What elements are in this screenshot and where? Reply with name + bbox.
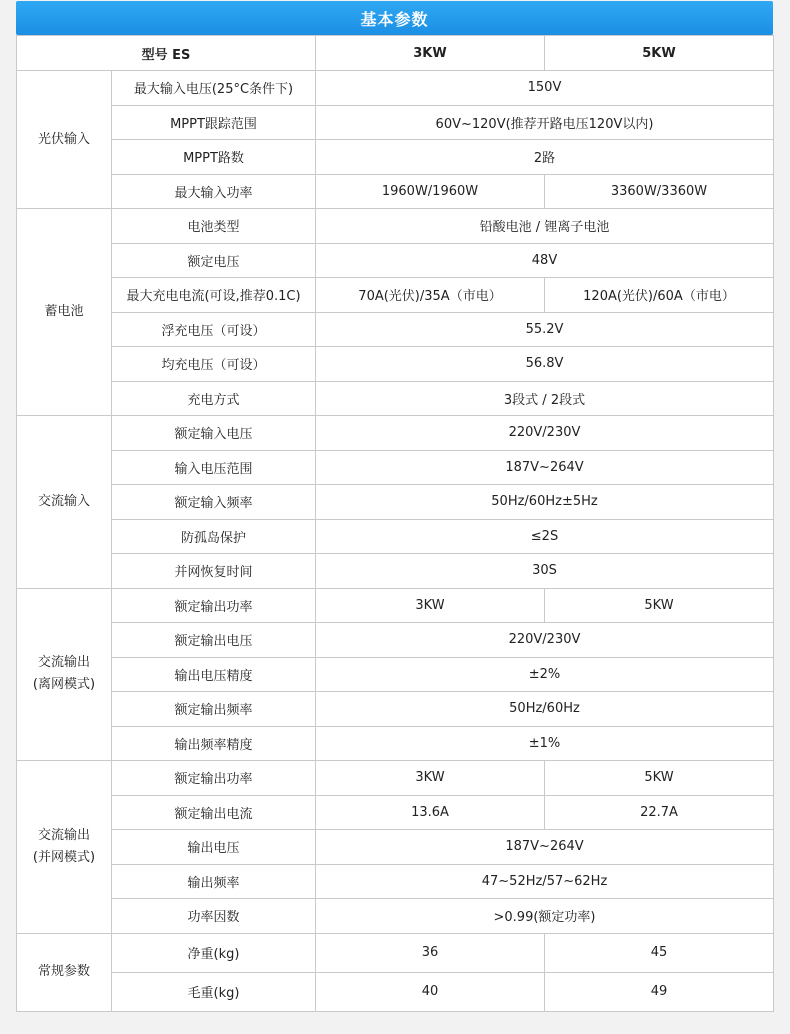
group-pv-input: 光伏输入 [17,71,112,209]
row-label: 浮充电压（可设） [112,312,316,347]
row-value: 3段式 / 2段式 [316,381,774,416]
group-line: (离网模式) [32,677,96,693]
header-5kw: 5KW [545,36,774,71]
table-row [17,830,774,865]
row-value: 187V~264V [316,830,774,865]
table-row [17,623,774,658]
row-value-3kw: 1960W/1960W [316,174,545,209]
row-value: 55.2V [316,312,774,347]
row-value: 187V~264V [316,450,774,485]
row-label: 输出电压 [112,830,316,865]
row-value: ±2% [316,657,774,692]
row-label: 额定输入电压 [112,416,316,451]
table-row [17,140,774,175]
row-label: 均充电压（可设） [112,347,316,382]
group-line: 交流输出 [37,827,90,843]
table-row [17,381,774,416]
table-row [17,450,774,485]
table-row [17,761,774,796]
table-row [17,347,774,382]
row-value-5kw: 49 [545,972,774,1011]
group-line: (并网模式) [32,849,96,865]
table-row [17,519,774,554]
row-value: 220V/230V [316,416,774,451]
table-row [17,485,774,520]
row-label: 额定输出电流 [112,795,316,830]
row-value: 60V~120V(推荐开路电压120V以内) [316,105,774,140]
row-label: 充电方式 [112,381,316,416]
row-label: 并网恢复时间 [112,554,316,589]
row-value: ±1% [316,726,774,761]
row-value: 56.8V [316,347,774,382]
spec-table [16,35,774,1012]
header-model: 型号 ES [17,36,316,71]
row-label: 防孤岛保护 [112,519,316,554]
row-value-3kw: 40 [316,972,545,1011]
row-value-3kw: 3KW [316,761,545,796]
row-value: 48V [316,243,774,278]
row-label: MPPT路数 [112,140,316,175]
header-row [17,36,774,71]
row-value-3kw: 13.6A [316,795,545,830]
row-value: 铅酸电池 / 锂离子电池 [316,209,774,244]
table-row [17,71,774,106]
table-row [17,657,774,692]
table-row [17,933,774,972]
group-line: 交流输出 [37,655,90,671]
row-label: 电池类型 [112,209,316,244]
row-value-5kw: 5KW [545,588,774,623]
row-value: 50Hz/60Hz [316,692,774,727]
row-label: 输出频率精度 [112,726,316,761]
row-label: MPPT跟踪范围 [112,105,316,140]
row-value-5kw: 3360W/3360W [545,174,774,209]
table-row [17,972,774,1011]
table-row [17,174,774,209]
row-value: ≤2S [316,519,774,554]
table-row [17,795,774,830]
row-label: 额定输出功率 [112,588,316,623]
row-value-5kw: 22.7A [545,795,774,830]
table-row [17,312,774,347]
table-row [17,726,774,761]
row-value: 30S [316,554,774,589]
row-label: 额定输出电压 [112,623,316,658]
table-row [17,554,774,589]
row-label: 输入电压范围 [112,450,316,485]
row-value: >0.99(额定功率) [316,899,774,934]
row-label: 额定电压 [112,243,316,278]
group-ac-output-grid [17,761,112,934]
row-label: 净重(kg) [112,933,316,972]
table-row [17,692,774,727]
group-ac-output-offgrid [17,588,112,761]
row-label: 输出频率 [112,864,316,899]
row-label: 毛重(kg) [112,972,316,1011]
table-row [17,588,774,623]
group-ac-input: 交流输入 [17,416,112,589]
row-label: 最大输入电压(25°C条件下) [112,71,316,106]
row-value-5kw: 120A(光伏)/60A（市电） [545,278,774,313]
table-row [17,899,774,934]
row-label: 最大充电电流(可设,推荐0.1C) [112,278,316,313]
row-value-3kw: 70A(光伏)/35A（市电） [316,278,545,313]
row-label: 额定输出功率 [112,761,316,796]
group-general: 常规参数 [17,933,112,1011]
row-label: 最大输入功率 [112,174,316,209]
group-battery: 蓄电池 [17,209,112,416]
row-value-5kw: 45 [545,933,774,972]
table-row [17,209,774,244]
row-label: 输出电压精度 [112,657,316,692]
table-title: 基本参数 [16,1,773,35]
header-3kw: 3KW [316,36,545,71]
row-value: 150V [316,71,774,106]
row-value: 47~52Hz/57~62Hz [316,864,774,899]
row-value-3kw: 3KW [316,588,545,623]
row-value-5kw: 5KW [545,761,774,796]
table-row [17,243,774,278]
table-row [17,864,774,899]
table-row [17,105,774,140]
table-row [17,416,774,451]
row-value: 2路 [316,140,774,175]
row-label: 额定输入频率 [112,485,316,520]
row-value-3kw: 36 [316,933,545,972]
row-label: 额定输出频率 [112,692,316,727]
table-row [17,278,774,313]
row-value: 50Hz/60Hz±5Hz [316,485,774,520]
row-value: 220V/230V [316,623,774,658]
row-label: 功率因数 [112,899,316,934]
